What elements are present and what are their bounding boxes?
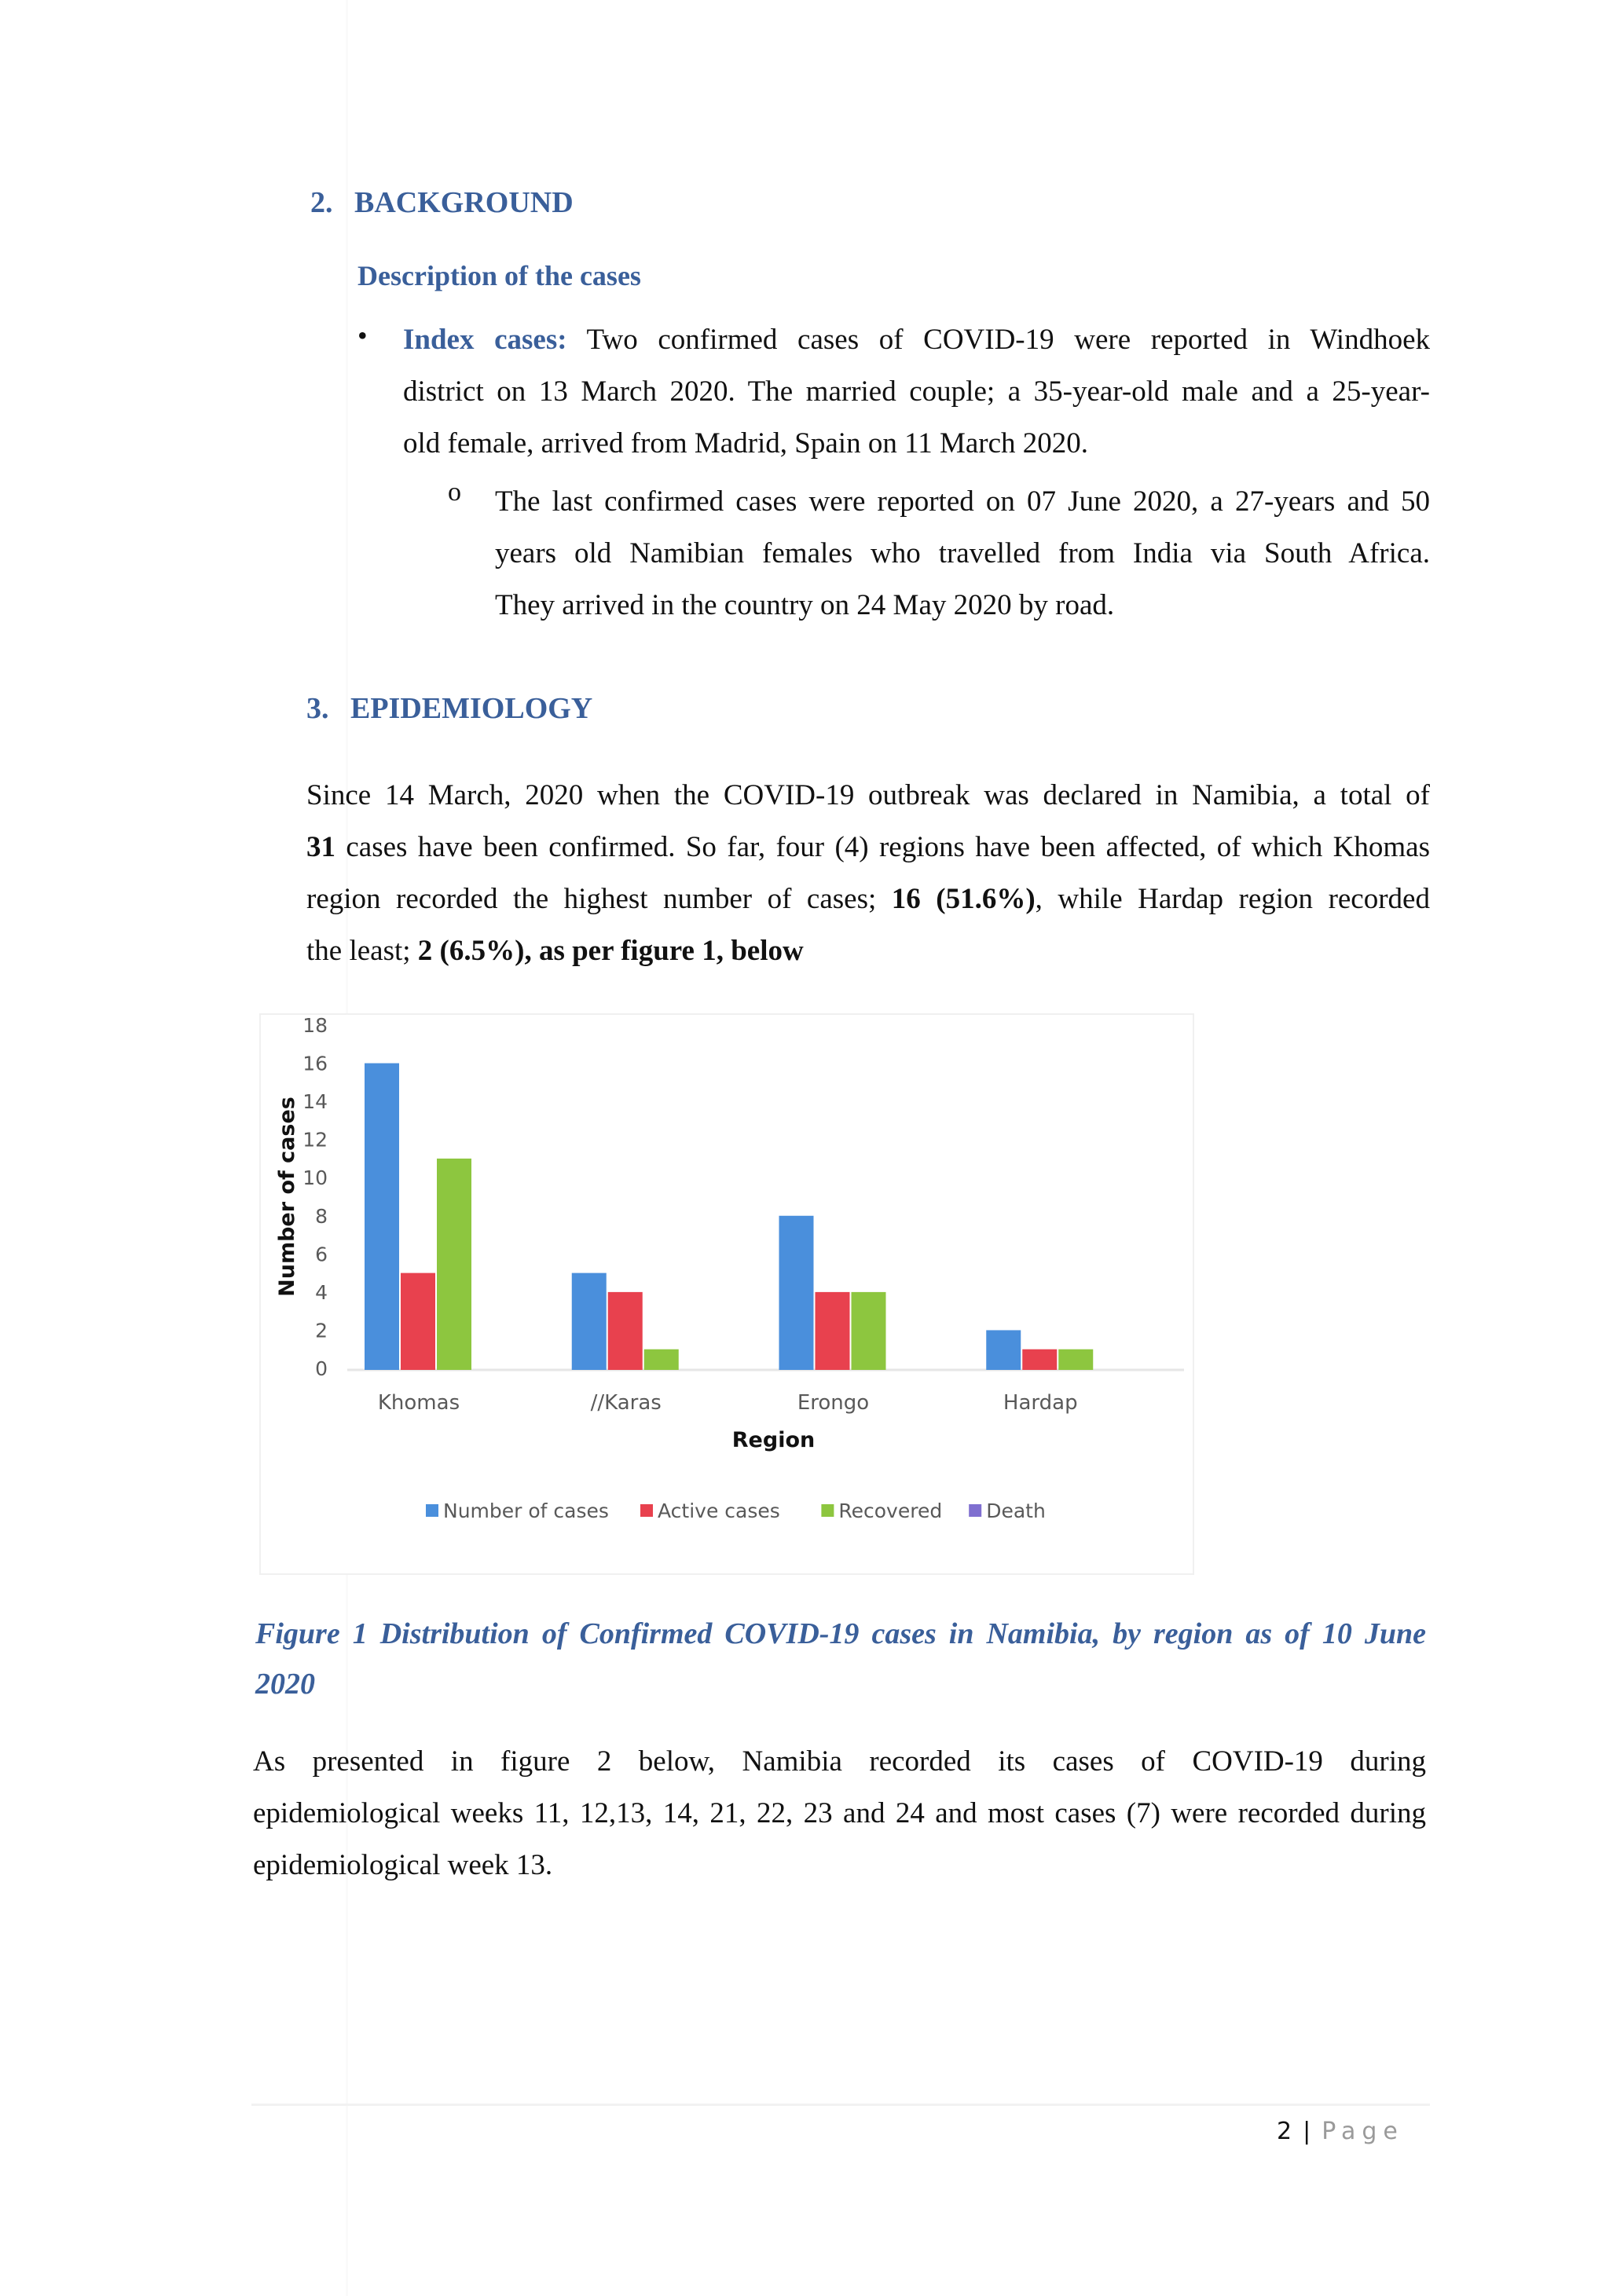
bar-chart [261, 1015, 1193, 1573]
y-tick-label: 18 [302, 1015, 328, 1037]
y-tick-label: 2 [315, 1319, 328, 1342]
bullet-line-2: district on 13 March 2020. The married couple; a 35-year-old male and a 25-year- [403, 375, 1430, 408]
sub-bullet-text [495, 476, 1430, 632]
bar-active-cases [816, 1292, 850, 1370]
bullet-line-1: Index cases: Two confirmed cases of COVID-19 were reported in Windhoek [403, 324, 1430, 356]
para-line-1: Since 14 March, 2020 when the COVID-19 outbreak was declared in Namibia, a total of [306, 779, 1430, 811]
para-line-2: 31 cases have been confirmed. So far, four (4) regions have been affected, of which Khomas [306, 831, 1430, 863]
epidemiology-paragraph [306, 770, 1430, 977]
y-tick-label: 12 [302, 1128, 328, 1152]
x-axis-title: Region [731, 1428, 816, 1452]
figure-caption [255, 1609, 1426, 1709]
bar-recovered [437, 1159, 471, 1370]
x-tick-label: Hardap [1003, 1391, 1078, 1415]
legend-label: Recovered [838, 1500, 943, 1522]
y-tick-label: 8 [315, 1204, 328, 1228]
y-tick-label: 16 [302, 1052, 328, 1075]
bar-recovered [644, 1349, 679, 1370]
legend-swatch-death [969, 1504, 981, 1517]
hardap-cases-value: 2 (6.5%), as per figure 1, below [417, 935, 804, 967]
hollow-bullet-icon: o [448, 478, 461, 507]
footer-rule [251, 2104, 1430, 2106]
fig2-line-3: epidemiological week 13. [253, 1849, 553, 1881]
y-tick-label: 0 [315, 1357, 328, 1380]
legend-swatch-recovered [821, 1504, 834, 1517]
y-tick-label: 10 [302, 1166, 328, 1190]
x-tick-label: //Karas [590, 1391, 662, 1415]
bar-active-cases [608, 1292, 643, 1370]
bullet-text [403, 314, 1430, 470]
page-separator: | [1303, 2118, 1311, 2145]
fig2-line-2: epidemiological weeks 11, 12,13, 14, 21, 22, 23 and 24 and most cases (7) were recorded during [253, 1797, 1426, 1829]
page-label: Page [1322, 2118, 1404, 2145]
section-title: BACKGROUND [354, 186, 574, 219]
y-tick-label: 6 [315, 1243, 328, 1266]
index-cases-label: Index cases: [403, 324, 567, 356]
total-cases-value: 31 [306, 831, 335, 863]
section-heading-background [310, 185, 574, 220]
caption-line-1: Figure 1 Distribution of Confirmed COVID-19 cases in Namibia, by region as of 10 June [255, 1617, 1426, 1650]
figure2-paragraph [253, 1736, 1426, 1891]
x-tick-label: Erongo [797, 1391, 870, 1415]
subheading-description: Description of the cases [357, 260, 641, 291]
khomas-cases-value: 16 (51.6%) [891, 883, 1036, 915]
bar-number-of-cases [572, 1273, 607, 1370]
bar-recovered [1058, 1349, 1093, 1370]
y-tick-label: 4 [315, 1280, 328, 1304]
bar-number-of-cases [779, 1216, 814, 1370]
legend-swatch-active-cases [640, 1504, 653, 1517]
x-tick-label: Khomas [377, 1391, 460, 1415]
fig2-line-1: As presented in figure 2 below, Namibia recorded its cases of COVID-19 during [253, 1745, 1426, 1778]
sub-bullet-line-1: The last confirmed cases were reported on 07 June 2020, a 27-years and 50 [495, 485, 1430, 518]
section-number: 2. [310, 186, 333, 219]
page-footer [1277, 2118, 1404, 2145]
para-line-4: the least; 2 (6.5%), as per figure 1, below [306, 935, 804, 967]
page-number: 2 [1277, 2118, 1292, 2145]
bar-number-of-cases [986, 1330, 1021, 1370]
bar-recovered [852, 1292, 886, 1370]
para-line-3: region recorded the highest number of cases; 16 (51.6%), while Hardap region recorded [306, 883, 1430, 915]
section-number: 3. [306, 692, 329, 725]
legend-label: Number of cases [443, 1500, 609, 1522]
legend-swatch-number-of-cases [426, 1504, 438, 1517]
y-axis-title: Number of cases [275, 1097, 299, 1297]
bullet-dot-icon: • [357, 320, 368, 351]
sub-bullet-line-3: They arrived in the country on 24 May 2020 by road. [495, 589, 1115, 621]
y-tick-label: 14 [302, 1090, 328, 1114]
sub-bullet-line-2: years old Namibian females who travelled from India via South Africa. [495, 537, 1430, 569]
bar-number-of-cases [365, 1064, 399, 1370]
bar-active-cases [401, 1273, 435, 1370]
legend-label: Death [986, 1500, 1046, 1522]
caption-line-2: 2020 [255, 1668, 315, 1701]
legend-label: Active cases [658, 1500, 780, 1522]
bullet-line-3: old female, arrived from Madrid, Spain on 11 March 2020. [403, 427, 1089, 460]
bar-active-cases [1022, 1349, 1057, 1370]
section-heading-epidemiology [306, 691, 592, 726]
section-title: EPIDEMIOLOGY [350, 692, 593, 725]
chart-frame [259, 1013, 1194, 1575]
